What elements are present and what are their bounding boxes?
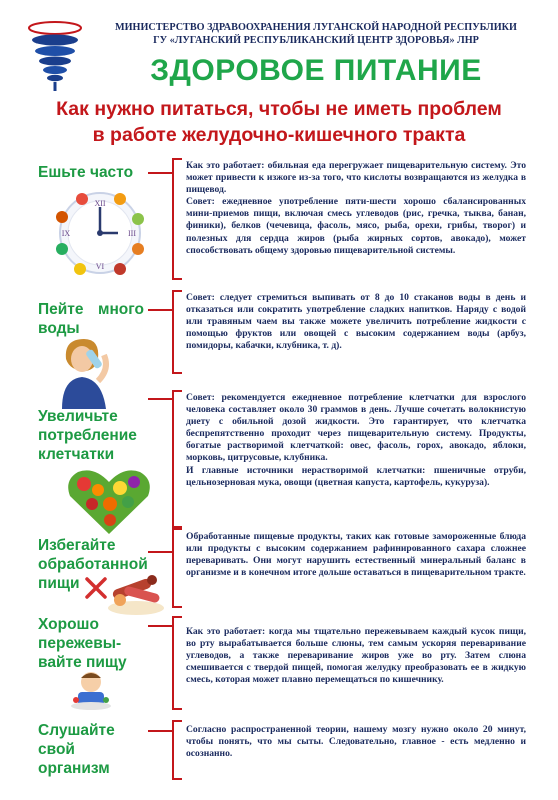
body-paragraph: Совет: рекомендуется ежедневное потребление клетчатки для взрослого человека составляет около 30 граммов в день. Лучше сочетать волокнистую диету с обильной дозой жидкости. Это гарантирует, что клетчатка беспрепятственно проходит через пищеварительную систему. Продукты, богатые растворимой клетчаткой: овес, фасоль, горох, авокадо, яблоки, морковь, цитрусовые, клубника. <box>186 392 526 464</box>
page-subtitle <box>0 96 558 148</box>
section-heading: Хорошо пережевы-вайте пищу <box>38 616 127 671</box>
section-body <box>186 160 526 257</box>
section-bracket <box>172 720 182 780</box>
section-body <box>186 531 526 579</box>
section-bracket <box>172 390 182 528</box>
body-paragraph: Совет: ежедневное употребление пяти-шести хорошо сбалансированных мини-приемов пищи, включая смесь углеводов (рис, гречка, тыква, банан, финики), белков (чечевица, фасоль, мясо, рыба, орехи, грибы, творог) и полезных для сердца жиров (рыба жирных сортов, авокадо), может способствовать общему здоровью пищеварительной системы. <box>186 196 526 256</box>
clock-numeral-3: III <box>128 229 136 238</box>
body-paragraph: Совет: следует стремиться выпивать от 8 до 10 стаканов воды в день и отказаться или сократить употребление сладких напитков. Наряду с водой или травяным чаем вы также можете увеличить потребление жидкости с помощью фруктов или овощей с высоким содержанием воды (арбуз, помидоры, кабачки, клубника, т. д). <box>186 292 526 352</box>
section-heading: Избегайте обработанной пищи <box>38 537 148 592</box>
body-paragraph: Как это работает: обильная еда перегружает пищеварительную систему. Это может привести к изжоге из-за того, что кислоты возвращаются из желудка в пищевод. <box>186 160 526 196</box>
section-body <box>186 724 526 760</box>
section-body <box>186 292 526 352</box>
subtitle-line-1: Как нужно питаться, чтобы не иметь проблем <box>56 98 502 120</box>
connector-line <box>148 625 172 627</box>
section-heading: Слушайте свой организм <box>38 722 115 777</box>
clock-numeral-12: XII <box>94 199 106 208</box>
processed-food-icon <box>106 566 166 616</box>
center-name: ГУ «ЛУГАНСКИЙ РЕСПУБЛИКАНСКИЙ ЦЕНТР ЗДОРОВЬЯ» ЛНР <box>153 35 479 46</box>
woman-drinking-icon <box>52 333 124 409</box>
clock-numeral-6: VI <box>95 262 105 271</box>
cross-mark-icon <box>84 576 108 600</box>
body-paragraph: И главные источники нерастворимой клетчатки: пшеничные отруби, цельнозерновая мука, овощи (цветная капуста, картофель, кукуруза). <box>186 464 526 488</box>
connector-line <box>148 309 172 311</box>
page-title: ЗДОРОВОЕ ПИТАНИЕ <box>150 54 482 87</box>
section-body <box>186 392 526 489</box>
connector-line <box>148 730 172 732</box>
section-heading: Увеличьте потребление клетчатки <box>38 408 137 463</box>
clock-numeral-9: IX <box>61 229 71 238</box>
section-body <box>186 626 526 686</box>
body-paragraph: Обработанные пищевые продукты, таких как готовые замороженные блюда или продукты с высоким содержанием рафинированного сахара сложнее переваривать. Они могут нарушить естественный минеральный баланс в организме и в конечном итоге дольше оставаться в пищеварительном тракте. <box>186 531 526 579</box>
body-paragraph: Как это работает: когда мы тщательно пережевываем каждый кусок пищи, во рту вырабатывается больше слюны, тем самым ускоряя переваривание углеводов, а также переваривание жиров уже во рту. Затем слюна смешивается с твердой пищей, помогая желудку преобразовать ее в жидкую смесь, которая может плавно перемещаться по кишечнику. <box>186 626 526 686</box>
connector-line <box>148 172 172 174</box>
section-bracket <box>172 290 182 374</box>
spiral-logo-icon <box>26 18 84 92</box>
poster-header <box>0 0 558 150</box>
section-bracket <box>172 528 182 608</box>
section-bracket <box>172 616 182 710</box>
section-heading: Пейте много воды <box>38 301 144 337</box>
section-bracket <box>172 158 182 280</box>
connector-line <box>148 398 172 400</box>
section-heading: Ешьте часто <box>38 164 134 181</box>
ministry-name: МИНИСТЕРСТВО ЗДРАВООХРАНЕНИЯ ЛУГАНСКОЙ НАРОДНОЙ РЕСПУБЛИКИ <box>115 22 517 33</box>
clock-plate-icon <box>52 185 148 281</box>
connector-line <box>148 551 172 553</box>
boy-eating-icon <box>68 670 114 710</box>
subtitle-line-2: в работе желудочно-кишечного тракта <box>92 124 466 146</box>
body-paragraph: Согласно распространенной теории, нашему мозгу нужно около 20 минут, чтобы понять, что мы сыты. Следовательно, главное - есть медленно и осознанно. <box>186 724 526 760</box>
fruit-heart-icon <box>64 466 154 536</box>
